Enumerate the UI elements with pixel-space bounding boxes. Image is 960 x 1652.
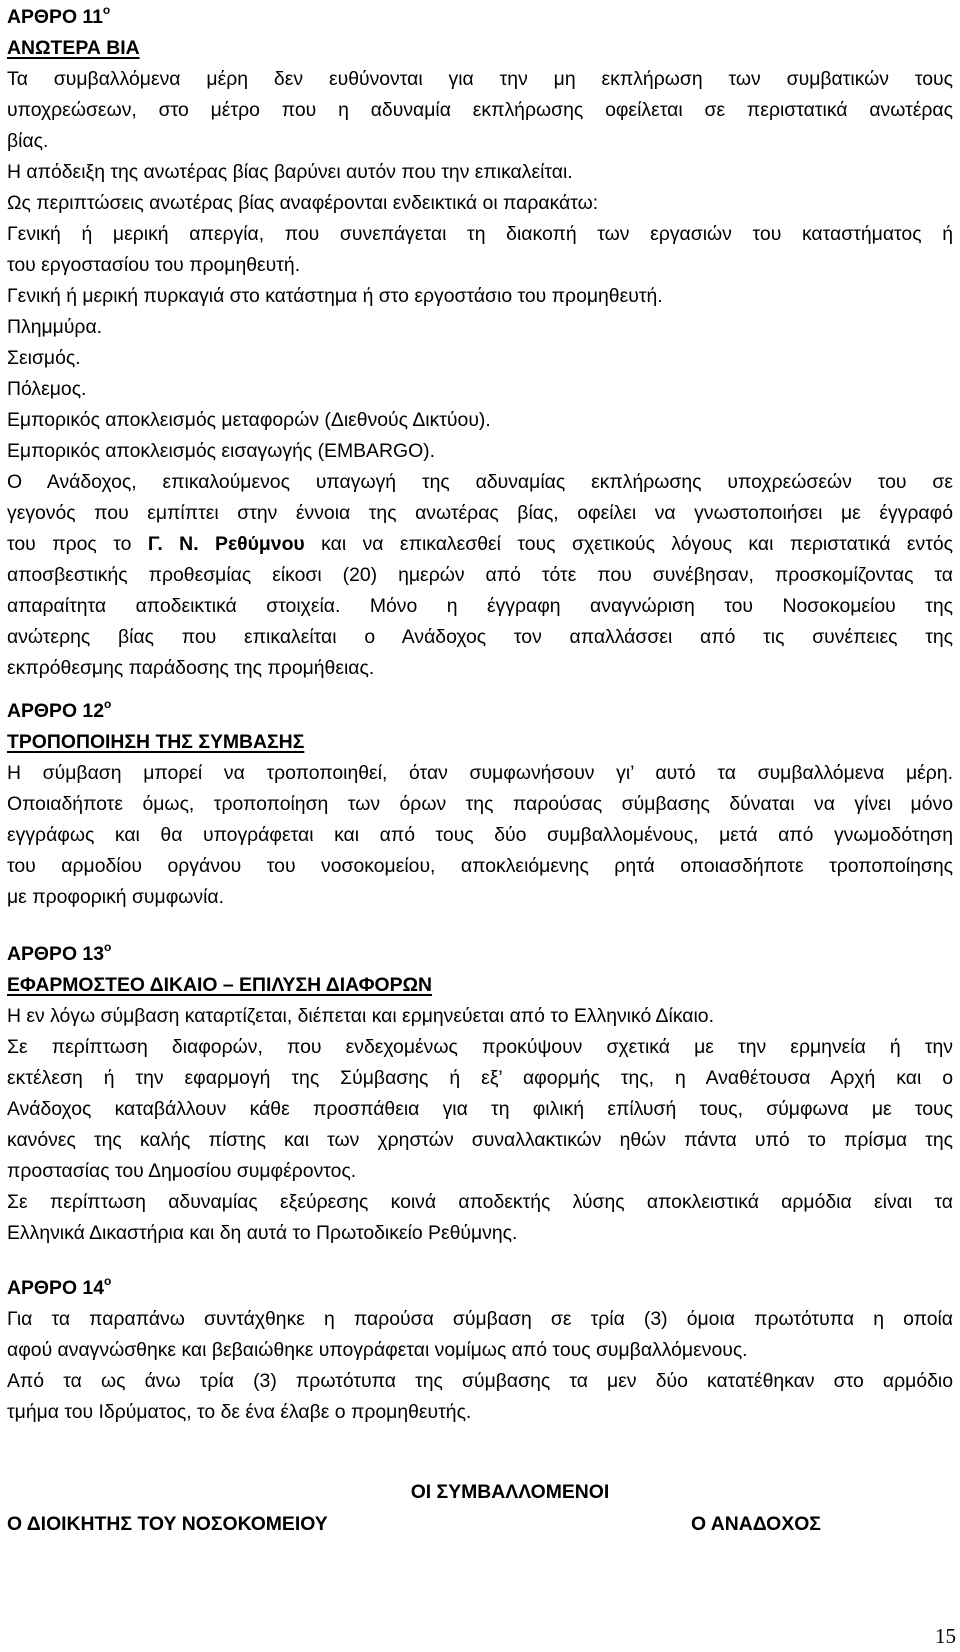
article-14 [7, 1273, 953, 1428]
paragraph-line: βίας. [7, 130, 49, 152]
paragraph-line: Τα συμβαλλόμενα μέρη δεν ευθύνονται για την μη εκπλήρωση των συμβατικών τους [7, 68, 953, 90]
article-12 [7, 696, 953, 913]
paragraph-line: Εμπορικός αποκλεισμός εισαγωγής (EMBARGO). [7, 440, 436, 462]
paragraph-line: Εμπορικός αποκλεισμός μεταφορών (Διεθνούς Δικτύου). [7, 409, 491, 431]
paragraph-line: Οποιαδήποτε όμως, τροποποίηση των όρων της παρούσας σύμβασης δύναται να γίνει μόνο [7, 793, 953, 815]
paragraph-line: του εργοστασίου του προμηθευτή. [7, 254, 301, 276]
paragraph-line: Η απόδειξη της ανωτέρας βίας βαρύνει αυτόν που την επικαλείται. [7, 161, 573, 183]
paragraph-line: Πόλεμος. [7, 378, 87, 400]
ordinal-suffix: ο [104, 696, 112, 711]
page-number: 15 [935, 1624, 956, 1648]
paragraph-line: Από τα ως άνω τρία (3) πρωτότυπα της σύμβασης τα μεν δύο κατατέθηκαν στο αρμόδιο [7, 1370, 953, 1392]
text-segment: και να επικαλεσθεί τους σχετικούς λόγους και περιστατικά εντός [304, 533, 953, 555]
article-13 [7, 939, 953, 1249]
paragraph-line: Σε περίπτωση διαφορών, που ενδεχομένως προκύψουν σχετικά με την ερμηνεία ή την [7, 1036, 953, 1058]
article-heading [7, 1273, 953, 1304]
paragraph-line: Η εν λόγω σύμβαση καταρτίζεται, διέπεται και ερμηνεύεται από το Ελληνικό Δίκαιο. [7, 1005, 714, 1027]
paragraph-line: τμήμα του Ιδρύματος, το δε ένα έλαβε ο προμηθευτής. [7, 1401, 472, 1423]
paragraph-line: γεγονός που εμπίπτει στην έννοια της ανωτέρας βίας, οφείλει να γνωστοποιήσει με έγγραφό [7, 502, 953, 524]
paragraph-line: εγγράφως και θα υπογράφεται και από τους δύο συμβαλλομένους, μετά από γνωμοδότηση [7, 824, 953, 846]
paragraph-line: αφού αναγνώσθηκε και βεβαιώθηκε υπογράφεται νομίμως από τους συμβαλλόμενους. [7, 1339, 748, 1361]
paragraph-line: Ο Ανάδοχος, επικαλούμενος υπαγωγή της αδυναμίας εκπλήρωσης υποχρεώσεών του σε [7, 471, 953, 493]
paragraph-line: Ως περιπτώσεις ανωτέρας βίας αναφέρονται ενδεικτικά οι παρακάτω: [7, 192, 599, 214]
article-11 [7, 2, 953, 684]
paragraph-line: εκτέλεση ή την εφαρμογή της Σύμβασης ή εξ’ αφορμής της, η Αναθέτουσα Αρχή και ο [7, 1067, 953, 1089]
paragraph-line: Η σύμβαση μπορεί να τροποποιηθεί, όταν συμφωνήσουν γι’ αυτό τα συμβαλλόμενα μέρη. [7, 762, 953, 784]
signature-left: Ο ΔΙΟΙΚΗΤΗΣ ΤΟΥ ΝΟΣΟΚΟΜΕΙΟΥ [7, 1513, 328, 1535]
signatures-title: ΟΙ ΣΥΜΒΑΛΛΟΜΕΝΟΙ [410, 1481, 610, 1503]
article-heading [7, 939, 953, 970]
paragraph-line: Ανάδοχος καταβάλλουν κάθε προσπάθεια για τη φιλική επίλυσή τους, σύμφωνα με τους [7, 1098, 953, 1120]
article-number: ΑΡΘΡΟ 13 [7, 943, 104, 965]
paragraph-line: απαραίτητα αποδεικτικά στοιχεία. Μόνο η έγγραφη αναγνώριση του Νοσοκομείου της [7, 595, 953, 617]
paragraph-line: ανώτερης βίας που επικαλείται ο Ανάδοχος τον απαλλάσσει από τις συνέπειες της [7, 626, 953, 648]
paragraph-line: με προφορική συμφωνία. [7, 886, 225, 908]
paragraph-line: εκπρόθεσμης παράδοσης της προμήθειας. [7, 657, 375, 679]
paragraph-line [7, 529, 953, 560]
article-heading [7, 2, 953, 33]
paragraph-line: προστασίας του Δημοσίου συμφέροντος. [7, 1160, 357, 1182]
article-number: ΑΡΘΡΟ 12 [7, 700, 104, 722]
paragraph-line: Σεισμός. [7, 347, 81, 369]
ordinal-suffix: ο [102, 2, 111, 17]
paragraph-line: κανόνες της καλής πίστης και των χρηστών συναλλακτικών ηθών πάντα υπό το πρίσμα της [7, 1129, 953, 1151]
signature-right: Ο ΑΝΑΔΟΧΟΣ [691, 1513, 821, 1535]
paragraph-line: Σε περίπτωση αδυναμίας εξεύρεσης κοινά αποδεκτής λύσης αποκλειστικά αρμόδια είναι τα [7, 1191, 953, 1213]
ordinal-suffix: ο [104, 1273, 112, 1288]
paragraph-line: Πλημμύρα. [7, 316, 103, 338]
paragraph-line: αποσβεστικής προθεσμίας είκοσι (20) ημερών από τότε που συνέβησαν, προσκομίζοντας τα [7, 564, 953, 586]
paragraph-line: υποχρεώσεων, στο μέτρο που η αδυναμία εκπλήρωσης οφείλεται σε περιστατικά ανωτέρας [7, 99, 953, 121]
paragraph-line: Ελληνικά Δικαστήρια και δη αυτά το Πρωτοδικείο Ρεθύμνης. [7, 1222, 518, 1244]
article-title: ΑΝΩΤΕΡΑ ΒΙΑ [7, 37, 140, 59]
paragraph-line: Γενική ή μερική πυρκαγιά στο κατάστημα ή στο εργοστάσιο του προμηθευτή. [7, 285, 663, 307]
article-number: ΑΡΘΡΟ 14 [7, 1277, 104, 1299]
article-number: ΑΡΘΡΟ 11 [7, 6, 103, 28]
paragraph-line: Για τα παραπάνω συντάχθηκε η παρούσα σύμβαση σε τρία (3) όμοια πρωτότυπα η οποία [7, 1308, 953, 1330]
article-heading [7, 696, 953, 727]
hospital-name: Γ. Ν. Ρεθύμνου [147, 533, 305, 555]
signature-row [7, 1513, 953, 1536]
text-segment: του προς το [7, 533, 148, 555]
paragraph-line: του αρμοδίου οργάνου του νοσοκομείου, αποκλειόμενης ρητά οποιασδήποτε τροποποίησης [7, 855, 953, 877]
paragraph-line: Γενική ή μερική απεργία, που συνεπάγεται τη διακοπή των εργασιών του καταστήματος ή [7, 223, 953, 245]
article-title: ΕΦΑΡΜΟΣΤΕΟ ΔΙΚΑΙΟ – ΕΠΙΛΥΣΗ ΔΙΑΦΟΡΩΝ [7, 974, 433, 996]
article-title: ΤΡΟΠΟΠΟΙΗΣΗ ΤΗΣ ΣΥΜΒΑΣΗΣ [7, 731, 305, 753]
ordinal-suffix: ο [104, 939, 112, 954]
